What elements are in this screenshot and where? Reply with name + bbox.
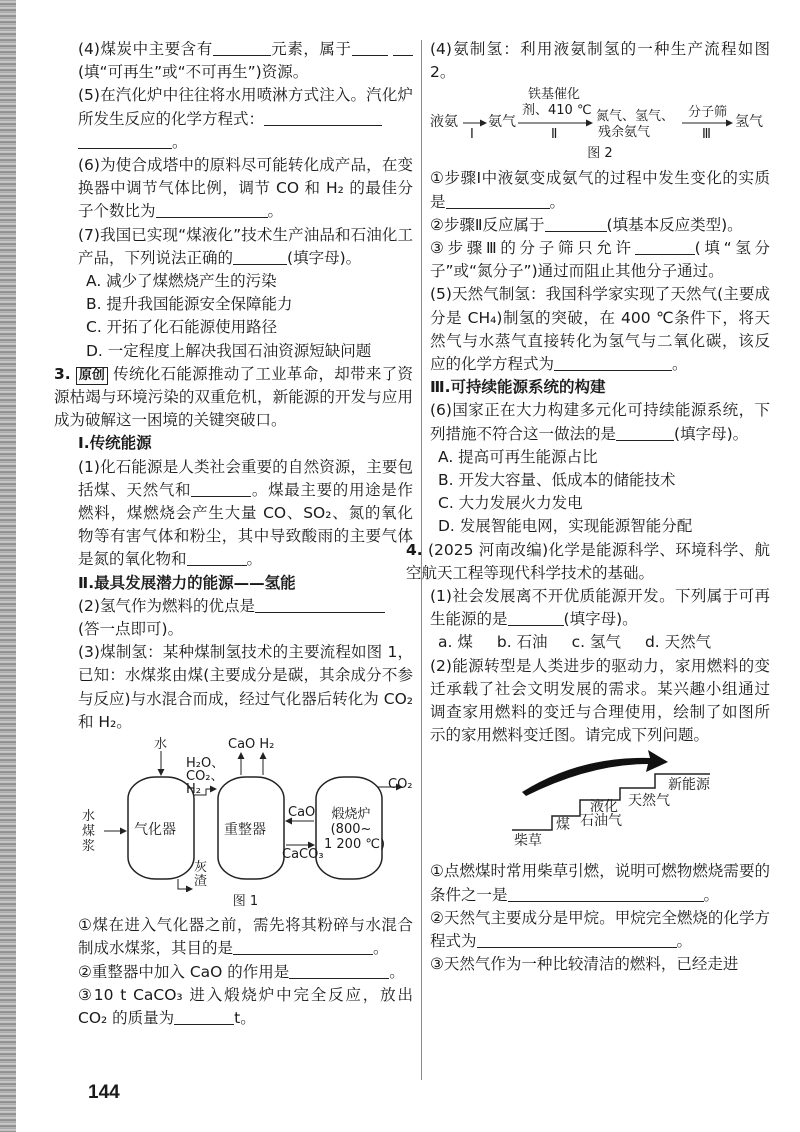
- q3-6: (6)国家正在大力构建多元化可持续能源系统，下列措施不符合这一做法的是 (填字母)。: [430, 401, 770, 443]
- answer-blank[interactable]: [446, 192, 550, 209]
- label-slurry: 水 煤 浆: [82, 809, 96, 855]
- progress-arrow-icon: [522, 750, 668, 796]
- answer-blank[interactable]: [213, 39, 271, 56]
- fuel-transition-figure: [430, 750, 770, 858]
- stair-label: 液化: [590, 799, 618, 816]
- label-ash: 灰 渣: [194, 860, 208, 890]
- label-cao-h2: CaO H₂: [228, 737, 275, 753]
- section-heading: Ⅰ.传统能源: [78, 434, 152, 453]
- answer-blank[interactable]: [191, 480, 251, 497]
- q4-2-2: ②天然气主要成分是甲烷。甲烷完全燃烧的化学方程式为 。: [430, 908, 770, 951]
- answer-blank[interactable]: [174, 1008, 234, 1025]
- label-gases: H₂O、 CO₂、 H₂: [186, 756, 225, 798]
- option: C. 大力发展火力发电: [438, 494, 583, 513]
- q4-2-3: ③天然气作为一种比较清洁的燃料，已经走进: [430, 955, 739, 974]
- label-cao: CaO: [288, 805, 316, 821]
- q3-3-3: ③10 t CaCO₃ 进入煅烧炉中完全反应，放出 CO₂ 的质量为 t。: [78, 985, 413, 1027]
- q4-2-1: ①点燃煤时常用柴草引燃，说明可燃物燃烧需要的条件之一是 。: [430, 862, 770, 904]
- label-mix-2: 残余氨气: [598, 125, 651, 141]
- option: d. 天然气: [644, 633, 712, 652]
- q3-3-2: ②重整器中加入 CaO 的作用是 。: [78, 962, 405, 981]
- q2-6: (6)为使合成塔中的原料尽可能转化成产品，在变换器中调节气体比例，调节 CO 和 H₂ 的最佳分子个数比为 。: [78, 156, 413, 221]
- book-spine-edge: [0, 0, 16, 1132]
- q3-3: (3)煤制氢：某种煤制氢技术的主要流程如图 1，已知：水煤浆由煤(主要成分是碳，其余成分不参与反应)与水混合而成，经过气化器后转化为 CO₂ 和 H₂。: [78, 643, 413, 731]
- q2-4: (4)煤炭中主要含有 元素，属于 (填“可再生”或“不可再生”)资源。: [78, 38, 413, 84]
- label-step-2: Ⅱ: [551, 127, 558, 143]
- label-caco3: CaCO₃: [282, 847, 324, 863]
- label-step-3: Ⅲ: [702, 127, 711, 143]
- answer-blank[interactable]: [233, 248, 287, 265]
- stair-label: 煤: [556, 817, 570, 834]
- label-hydrogen: 氢气: [735, 114, 763, 131]
- label-mix-1: 氮气、氢气、: [596, 109, 675, 125]
- answer-blank[interactable]: [264, 109, 382, 126]
- section-heading: Ⅱ.最具发展潜力的能源——氢能: [78, 573, 296, 592]
- option: C. 开拓了化石能源使用路径: [86, 318, 278, 337]
- answer-blank[interactable]: [508, 885, 704, 902]
- q3-2: (2)氢气作为燃料的优点是 (答一点即可)。: [78, 595, 413, 641]
- q4-1: (1)社会发展离不开优质能源开发。下列属于可再生能源的是 (填字母)。: [430, 587, 770, 629]
- answer-blank[interactable]: [289, 962, 389, 979]
- answer-blank[interactable]: [477, 931, 677, 948]
- label-catalyst-temp: 剂、410 ℃: [522, 103, 592, 119]
- figure-1: [78, 737, 413, 912]
- left-column: [54, 38, 413, 1030]
- option: D. 发展智能电网，实现能源智能分配: [438, 517, 693, 536]
- original-tag: 原创: [76, 367, 108, 385]
- q3-5: (5)天然气制氢：我国科学家实现了天然气(主要成分是 CH₄)制氢的突破，在 400 ℃条件下，将天然气与水蒸气直接转化为氢气与二氧化碳，该反应的化学方程式为 。: [430, 285, 770, 374]
- answer-blank[interactable]: [554, 354, 672, 371]
- stair-label: 新能源: [668, 777, 710, 794]
- right-column: [406, 38, 771, 977]
- option: B. 开发大容量、低成本的储能技术: [438, 471, 676, 490]
- answer-blank[interactable]: [393, 39, 413, 56]
- option: B. 提升我国能源安全保障能力: [86, 295, 293, 314]
- option: A. 提高可再生能源占比: [438, 447, 598, 466]
- label-step-1: Ⅰ: [470, 127, 474, 143]
- q4-intro: 4. (2025 河南改编)化学是能源科学、环境科学、航空航天工程等现代科学技术的基础。: [406, 540, 770, 582]
- question-number: 4.: [406, 540, 423, 559]
- option: c. 氢气: [571, 633, 621, 652]
- answer-blank[interactable]: [616, 424, 674, 441]
- q4-1-options: [430, 631, 770, 654]
- label-ammonia-gas: 氨气: [488, 114, 516, 131]
- answer-blank[interactable]: [187, 549, 247, 566]
- q3-4-3: ③步骤Ⅲ的分子筛只允许 (填“氢分子”或“氮分子”)通过而阻止其他分子通过。: [430, 239, 771, 281]
- page-number: 144: [88, 1082, 120, 1103]
- q3-3-1: ①煤在进入气化器之前，需先将其粉碎与水混合制成水煤浆，其目的是 。: [78, 916, 413, 958]
- stair-label: 石油气: [580, 813, 622, 830]
- question-number: 3.: [54, 364, 71, 383]
- q3-1: (1)化石能源是人类社会重要的自然资源，主要包括煤、天然气和 。煤最主要的用途是作燃料，煤燃烧会产生大量 CO、SO₂、氮的氧化物等有害气体和粉尘，其中导致酸雨的主要气体是氮的氧化物和 。: [78, 457, 413, 569]
- q3-4-1: ①步骤Ⅰ中液氨变成氨气的过程中发生变化的实质是 。: [430, 169, 770, 211]
- label-furnace: 煅烧炉 (800~ 1 200 ℃): [324, 807, 386, 853]
- option: a. 煤: [438, 633, 473, 652]
- q4-2: (2)能源转型是人类进步的驱动力，家用燃料的变迁承载了社会文明发展的需求。某兴趣小组通过调查家用燃料的变迁与合理使用，绘制了如图所示的家用燃料变迁图。请完成下列问题。: [430, 656, 770, 745]
- option: b. 石油: [496, 633, 548, 652]
- answer-blank[interactable]: [635, 238, 695, 255]
- label-liquid-ammonia: 液氨: [430, 114, 458, 131]
- q2-5: (5)在汽化炉中往往将水用喷淋方式注入。汽化炉所发生反应的化学方程式： 。: [78, 86, 413, 151]
- stair-label: 柴草: [514, 833, 542, 850]
- q3-4: (4)氨制氢：利用液氨制氢的一种生产流程如图 2。: [430, 40, 770, 82]
- figure-caption: 图 2: [587, 146, 613, 162]
- q3-intro: 3. 原创 传统化石能源推动了工业革命，却带来了资源枯竭与环境污染的双重危机，新能源的开发与应用成为破解这一困境的关键突破口。: [54, 364, 413, 430]
- answer-blank[interactable]: [255, 596, 385, 613]
- label-gasifier: 气化器: [134, 822, 176, 839]
- q2-7: (7)我国已实现“煤液化”技术生产油品和石油化工产品，下列说法正确的 (填字母)。: [78, 225, 413, 267]
- label-co2-out: CO₂: [388, 777, 413, 793]
- label-sieve: 分子筛: [688, 105, 728, 121]
- option: D. 一定程度上解决我国石油资源短缺问题: [86, 341, 372, 360]
- q3-4-2: ②步骤Ⅱ反应属于 (填基本反应类型)。: [430, 215, 743, 234]
- section-heading: Ⅲ.可持续能源系统的构建: [430, 378, 606, 397]
- answer-blank[interactable]: [78, 132, 172, 149]
- figure-2: [430, 87, 770, 165]
- answer-blank[interactable]: [352, 39, 388, 56]
- label-water: 水: [154, 737, 168, 753]
- answer-blank[interactable]: [545, 215, 607, 232]
- answer-blank[interactable]: [156, 201, 268, 218]
- label-catalyst: 铁基催化: [528, 87, 581, 103]
- stair-label: 天然气: [628, 793, 670, 810]
- answer-blank[interactable]: [508, 609, 564, 626]
- figure-caption: 图 1: [232, 894, 259, 910]
- option: A. 减少了煤燃烧产生的污染: [86, 272, 277, 291]
- answer-blank[interactable]: [233, 938, 373, 955]
- label-reformer: 重整器: [224, 822, 266, 839]
